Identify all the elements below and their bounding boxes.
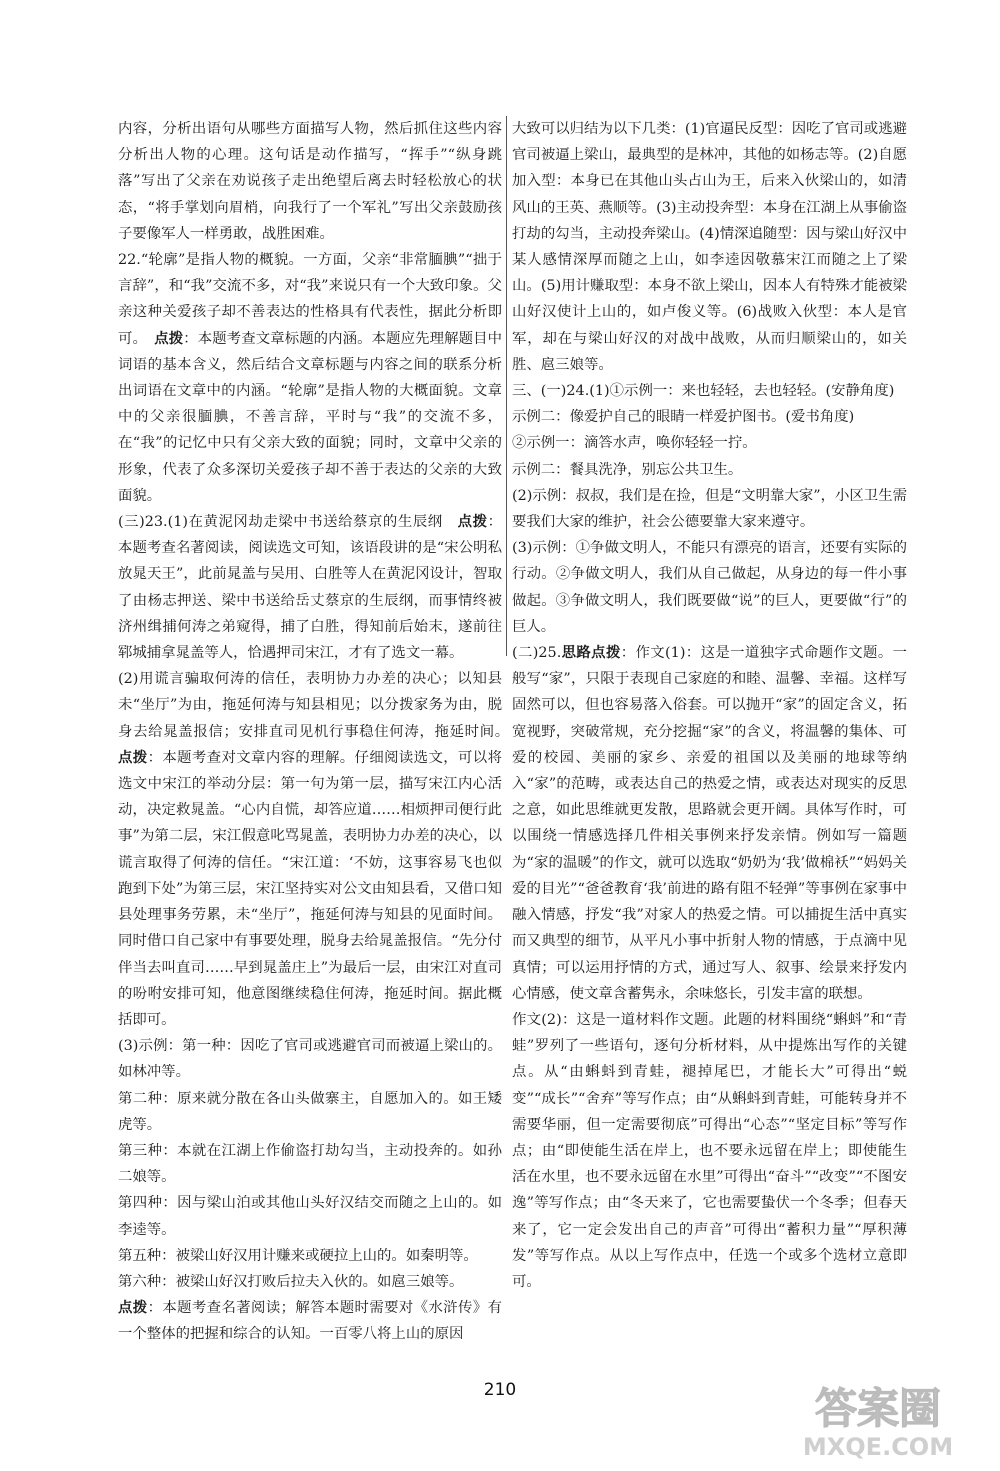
text-run: ：本题考查名著阅读；解答本题时需要对《水浒传》有一个整体的把握和综合的认知。一百零八将上山的原因 <box>118 1300 502 1343</box>
text-run: 作文(2)：这是一道材料作文题。此题的材料围绕“蝌蚪”和“青蛙”罗列了一些语句，逐句分析材料，从中提炼出写作的关键点。从“由蝌蚪到青蛙，褪掉尾巴，才能长大”可得出“蜕变”“成长”“舍弃”等写作点；由“从蝌蚪到青蛙，可能转身并不需要华丽，但一定需要彻底”可得出“心态”“坚定目标”等写作点；由“即使能生活在岸上，也不要永远留在岸上；即使能生活在水里，也不要永远留在水里”可得出“奋斗”“改变”“不图安逸”等写作点；由“冬天来了，它也需要蛰伏一个冬季；但春天来了，它一定会发出自己的声音”可得出“蓄积力量”“厚积薄发”等写作点。从以上写作点中，任选一个或多个选材立意即可。 <box>512 1011 907 1290</box>
paragraph <box>512 457 907 483</box>
paragraph <box>512 1007 907 1295</box>
text-run: (3)示例：①争做文明人，不能只有漂亮的语言，还要有实际的行动。②争做文明人，我们从自己做起，从身边的每一件小事做起。③争做文明人，我们既要做“说”的巨人，更要做“行”的巨人。 <box>512 540 907 635</box>
paragraph <box>118 1086 502 1138</box>
text-run: 第六种：被梁山好汉打败后拉夫入伙的。如扈三娘等。 <box>118 1273 464 1290</box>
text-run: 大致可以归结为以下几类：(1)官逼民反型：因吃了官司或逃避官司被逼上梁山，最典型的是林冲，其他的如杨志等。(2)自愿加入型：本身已在其他山头占山为王，后来入伙梁山的，如清风山的王英、燕顺等。(3)主动投奔型：本身在江湖上从事偷盗打劫的勾当，主动投奔梁山。(4)情深追随型：因与梁山好汉中某人感情深厚而随之上山，如李逵因敬慕宋江而随之上了梁山。(5)用计赚取型：本身不欲上梁山，因本人有特殊才能被梁山好汉使计上山的，如卢俊义等。(6)战败入伙型：本人是官军，却在与梁山好汉的对战中战败，从而归顺梁山的，如关胜、扈三娘等。 <box>512 121 907 373</box>
paragraph <box>118 1190 502 1242</box>
text-run: (三)23.(1)在黄泥冈劫走梁中书送给蔡京的生辰纲 <box>118 514 458 531</box>
bold-label: 点拨 <box>154 330 184 347</box>
paragraph <box>118 666 517 1033</box>
paragraph <box>512 430 907 456</box>
paragraph <box>118 1295 502 1347</box>
paragraph <box>118 1243 502 1269</box>
paragraph <box>118 509 502 666</box>
text-run: ：本题考查对文章内容的理解。仔细阅读选文，可以将选文中宋江的举动分层：第一句为第一层，描写宋江内心活动，决定救晁盖。“心内自慌，却答应道……相烦押司便行此事”为第二层，宋江假意叱骂晁盖，表明协力办差的决心，以谎言取得了何涛的信任。“宋江道：‘不妨，这事容易飞也似跑到下处”为第三层，宋江坚持实对公文由知县看，又借口知县处理事务劳累，未“坐厅”，拖延何涛与知县的见面时间。同时借口自己家中有事要处理，脱身去给晁盖报信。“先分付伴当去叫直司……早到晁盖庄上”为最后一层，由宋江对直司的吩咐安排可知，他意图继续稳住何涛，拖延时间。据此概括即可。 <box>118 749 502 1028</box>
paragraph <box>118 116 502 247</box>
text-run: ②示例一：滴答水声，唤你轻轻一拧。 <box>512 435 757 452</box>
text-run: (2)示例：叔叔，我们是在捡，但是“文明靠大家”，小区卫生需要我们大家的维护，社会公德要靠大家来遵守。 <box>512 487 907 531</box>
text-run: ：作文(1)：这是一道独字式命题作文题。一般写“家”，只限于表现自己家庭的和睦、温馨、幸福。这样写固然可以，但也容易落入俗套。可以抛开“家”的固定含义，拓宽视野，突破常规，充分挖掘“家”的含义，将温馨的集体、可爱的校园、美丽的家乡、亲爱的祖国以及美丽的地球等纳入“家”的范畴，或表达自己的热爱之情，或表达对现实的反思之意，如此思维就更发散，思路就会更开阔。具体写作时，可以围绕一情感选择几件相关事例来抒发亲情。例如写一篇题为“家的温暖”的作文，就可以选取“奶奶为‘我’做棉袄”“妈妈关爱的目光”“爸爸教育‘我’前进的路有阻不轻弹”等事例在家事中融入情感，抒发“我”对家人的热爱之情。可以捕捉生活中真实而又典型的细节，从平凡小事中折射人物的情感，于点滴中见真情；可以运用抒情的方式，通过写人、叙事、绘景来抒发内心情感，使文章含蓄隽永，余味悠长，引发丰富的联想。 <box>512 645 907 1002</box>
text-run: 第五种：被梁山好汉用计赚来或硬拉上山的。如秦明等。 <box>118 1247 478 1264</box>
text-run: 第三种：本就在江湖上作偷盗打劫勾当，主动投奔的。如孙二娘等。 <box>118 1142 502 1186</box>
text-run: ：本题考查名著阅读，阅读选文可知，该语段讲的是“宋公明私放晁天王”，此前晁盖与吴用、白胜等人在黄泥冈设计，智取了由杨志押送、梁中书送给岳丈蔡京的生辰纲，而事情终被济州缉捕何涛之弟窥得，捕了白胜，得知前后始末，遂前往郓城捕拿晁盖等人，恰遇押司宋江，才有了选文一幕。 <box>118 514 502 662</box>
paragraph <box>512 535 907 640</box>
text-run: 内容，分析出语句从哪些方面描写人物，然后抓住这些内容分析出人物的心理。这句话是动作描写，“挥手”“纵身跳落”写出了父亲在劝说孩子走出绝望后离去时轻松放心的状态，“将手掌划向眉梢，向我行了一个军礼”写出父亲鼓励孩子要像军人一样勇敢，战胜困难。 <box>118 121 502 242</box>
text-run: 示例二：像爱护自己的眼睛一样爱护图书。(爱书角度) <box>512 409 855 426</box>
watermark-text-top: 答案圈 <box>814 1384 942 1433</box>
paragraph <box>512 640 907 1007</box>
paragraph <box>118 1269 502 1295</box>
text-run: (2)用谎言骗取何涛的信任，表明协力办差的决心；以知县未“坐厅”为由，拖延何涛与知县相见；以分拨家务为由，脱身去给晁盖报信；安排直司见机行事稳住何涛，拖延时间。 <box>118 671 517 740</box>
left-column <box>118 116 517 1348</box>
text-run: (二)25. <box>512 645 562 662</box>
text-run: 第二种：原来就分散在各山头做寨主，自愿加入的。如王矮虎等。 <box>118 1090 502 1133</box>
text-run: 22.“轮廓”是指人物的概貌。一方面，父亲“非常腼腆”“拙于言辞”，和“我”交流不多，对“我”来说只有一个大致印象。父亲这种关爱孩子却不善表达的性格具有代表性，据此分析即可。 <box>118 252 502 347</box>
watermark-logo <box>778 1373 978 1463</box>
text-run: ：本题考查文章标题的内涵。本题应先理解题目中词语的基本含义，然后结合文章标题与内容之间的联系分析出词语在文章中的内涵。“轮廓”是指人物的大概面貌。文章中的父亲很腼腆，不善言辞，平时与“我”的交流不多，在“我”的记忆中只有父亲大致的面貌；同时，文章中父亲的形象，代表了众多深切关爱孩子却不善于表达的父亲的大致面貌。 <box>118 330 502 504</box>
bold-label: 点拨 <box>118 1300 148 1317</box>
bold-label: 点拨 <box>457 514 488 531</box>
text-run: 第四种：因与梁山泊或其他山头好汉结交而随之上山的。如李逵等。 <box>118 1195 502 1238</box>
paragraph <box>512 404 907 430</box>
column-divider <box>506 116 507 656</box>
paragraph <box>512 378 907 404</box>
bold-label: 思路点拨 <box>561 645 621 662</box>
page-number: 210 <box>483 1380 517 1400</box>
paragraph <box>118 1033 502 1085</box>
text-run: (3)示例：第一种：因吃了官司或逃避官司而被逼上梁山的。如林冲等。 <box>118 1038 502 1081</box>
paragraph <box>118 1138 502 1190</box>
text-run: 示例二：餐具洗净，别忘公共卫生。 <box>512 461 743 478</box>
paragraph <box>512 116 907 378</box>
paragraph <box>118 247 502 509</box>
paragraph <box>512 483 907 535</box>
right-column <box>512 116 907 1295</box>
bold-label: 点拨 <box>118 749 148 766</box>
watermark-text-bottom: MXQE.COM <box>802 1433 954 1461</box>
text-run: 三、(一)24.(1)①示例一：来也轻轻，去也轻轻。(安静角度) <box>512 383 895 400</box>
